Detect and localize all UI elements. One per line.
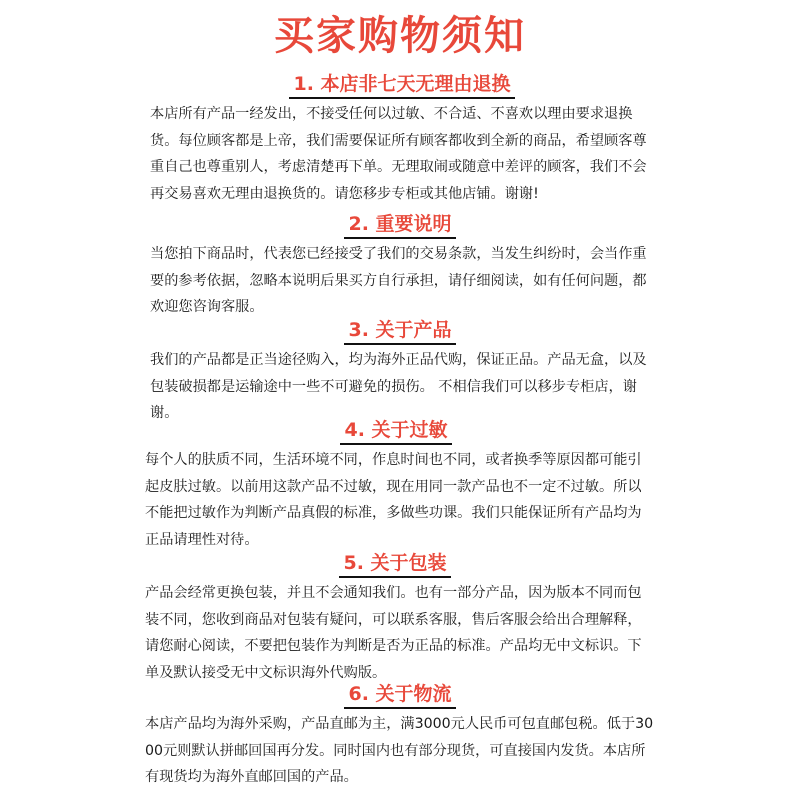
section-heading [145,551,645,578]
section-body: 本店所有产品一经发出，不接受任何以过敏、不合适、不喜欢以理由要求退换货。每位顾客都是上帝，我们需要保证所有顾客都收到全新的商品，希望顾客尊重自己也尊重别人，考虑清楚再下单。无理取闹或随意中差评的顾客，我们不会再交易喜欢无理由退换货的。请您移步专柜或其他店铺。谢谢! [150,106,647,202]
section-heading-text: 2. 重要说明 [344,212,455,239]
section-heading-text: 1. 本店非七天无理由退换 [289,72,514,99]
section-about-products [150,318,650,427]
section-about-shipping [145,682,655,791]
section-heading-text: 3. 关于产品 [344,318,455,345]
section-heading [145,682,655,709]
section-about-packaging [145,551,645,686]
section-heading-text: 5. 关于包装 [339,551,450,578]
page-title: 买家购物须知 [274,12,526,59]
section-body: 产品会经常更换包装，并且不会通知我们。也有一部分产品，因为版本不同而包装不同，您收到商品对包装有疑问，可以联系客服，售后客服会给出合理解释，请您耐心阅读，不要把包装作为判断是否为正品的标准。产品均无中文标识。下单及默认接受无中文标识海外代购版。 [145,585,642,681]
section-return-policy [150,72,654,207]
section-heading-text: 4. 关于过敏 [340,418,451,445]
section-heading [150,72,654,99]
section-body: 每个人的肤质不同，生活环境不同，作息时间也不同，或者换季等原因都可能引起皮肤过敏。以前用这款产品不过敏，现在用同一款产品也不一定不过敏。所以不能把过敏作为判断产品真假的标准，多做些功课。我们只能保证所有产品均为正品请理性对待。 [145,452,642,548]
section-heading [150,318,650,345]
section-body: 我们的产品都是正当途径购入，均为海外正品代购，保证正品。产品无盒，以及包装破损都是运输途中一些不可避免的损伤。 不相信我们可以移步专柜店，谢谢。 [150,352,647,421]
section-heading-text: 6. 关于物流 [344,682,455,709]
section-important-notice [150,212,650,321]
section-body: 本店产品均为海外采购，产品直邮为主，满3000元人民币可包直邮包税。低于3000元则默认拼邮回国再分发。同时国内也有部分现货，可直接国内发货。本店所有现货均为海外直邮回国的产品。 [145,716,654,785]
section-heading [145,418,647,445]
section-body: 当您拍下商品时，代表您已经接受了我们的交易条款，当发生纠纷时，会当作重要的参考依据，忽略本说明后果买方自行承担，请仔细阅读，如有任何问题，都欢迎您咨询客服。 [150,246,647,315]
section-heading [150,212,650,239]
section-about-allergies [145,418,647,553]
